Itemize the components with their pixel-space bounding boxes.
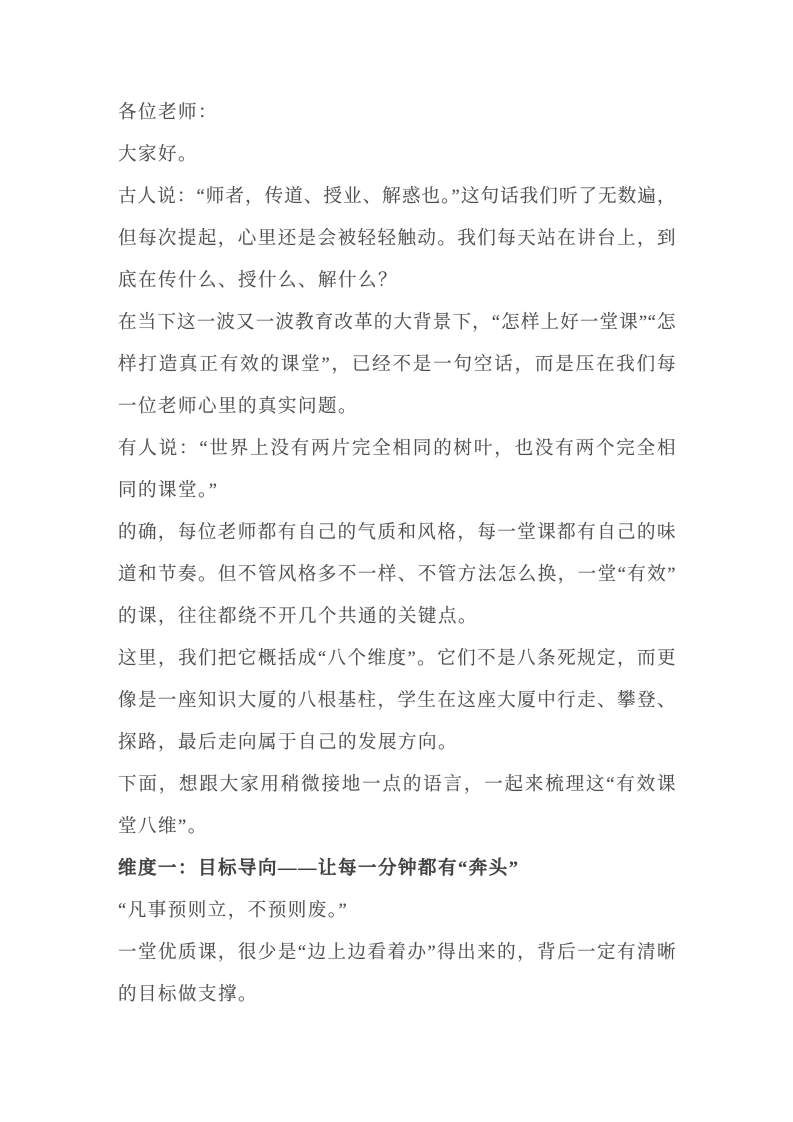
text-line: 探路，最后走向属于自己的发展方向。 (118, 733, 459, 753)
text-line: “凡事预则立，不预则废。” (118, 901, 349, 921)
text-line: 的课，往往都绕不开几个共通的关键点。 (118, 607, 479, 627)
text-line: 古人说：“师者，传道、授业、解惑也。”这句话我们听了无数遍， (118, 187, 676, 207)
paragraph (118, 302, 676, 428)
text-line: 这里，我们把它概括成“八个维度”。它们不是八条死规定，而更 (118, 649, 676, 669)
paragraph (118, 176, 676, 302)
text-line: 但每次提起，心里还是会被轻轻触动。我们每天站在讲台上，到 (118, 229, 676, 249)
text-line: 在当下这一波又一波教育改革的大背景下，“怎样上好一堂课”“怎 (118, 313, 676, 333)
paragraph (118, 638, 676, 764)
text-line: 一位老师心里的真实问题。 (118, 397, 359, 417)
text-line: 的确，每位老师都有自己的气质和风格，每一堂课都有自己的味 (118, 523, 676, 543)
text-line: 一堂优质课，很少是“边上边看着办”得出来的，背后一定有清晰 (118, 943, 676, 963)
paragraph (118, 890, 676, 932)
text-line: 维度一：目标导向——让每一分钟都有“奔头” (118, 859, 520, 879)
text-line: 各位老师： (118, 103, 219, 123)
paragraph (118, 932, 676, 1016)
text-line: 大家好。 (118, 145, 199, 165)
text-line: 样打造真正有效的课堂”，已经不是一句空话，而是压在我们每 (118, 355, 676, 375)
text-line: 道和节奏。但不管风格多不一样、不管方法怎么换，一堂“有效” (118, 565, 676, 585)
paragraph (118, 134, 676, 176)
text-line: 像是一座知识大厦的八根基柱，学生在这座大厦中行走、攀登、 (118, 691, 676, 711)
text-line: 底在传什么、授什么、解什么？ (118, 271, 399, 291)
section-heading (118, 848, 676, 890)
paragraph (118, 92, 676, 134)
paragraph (118, 764, 676, 848)
text-line: 堂八维”。 (118, 817, 208, 837)
document-body (118, 92, 676, 1016)
text-line: 下面，想跟大家用稍微接地一点的语言，一起来梳理这“有效课 (118, 775, 676, 795)
paragraph (118, 512, 676, 638)
text-line: 的目标做支撑。 (118, 985, 259, 1005)
text-line: 有人说：“世界上没有两片完全相同的树叶，也没有两个完全相 (118, 439, 676, 459)
paragraph (118, 428, 676, 512)
text-line: 同的课堂。” (118, 481, 219, 501)
